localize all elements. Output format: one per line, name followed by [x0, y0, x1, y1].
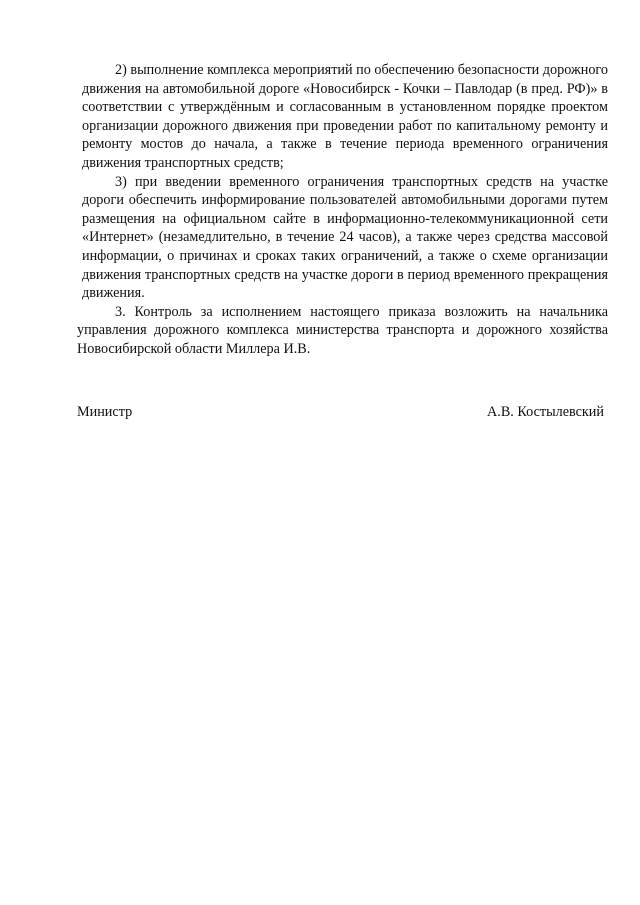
signatory-position: Министр [77, 404, 133, 420]
document-body [77, 61, 608, 359]
paragraph-item-2: 2) выполнение комплекса мероприятий по обеспечению безопасности дорожного движения на автомобильной дороге «Новосибирск - Кочки – Павлодар (в пред. РФ)» в соответствии с утверждённым и согласованным в установленном порядке проектом организации дорожного движения при проведении работ по капитальному ремонту и ремонту мостов до начала, а также в течение периода временного ограничения движения транспортных средств; [82, 62, 608, 171]
signatory-name: А.В. Костылевский [487, 404, 604, 420]
paragraph-control-clause: 3. Контроль за исполнением настоящего приказа возложить на начальника управления дорожного комплекса министерства транспорта и дорожного хозяйства Новосибирской области Миллера И.В. [77, 303, 608, 357]
signature-block [77, 403, 604, 422]
paragraph-item-3: 3) при введении временного ограничения транспортных средств на участке дороги обеспечить информирование пользователей автомобильными дорогами путем размещения на официальном сайте в информационно-телекоммуникационной сети «Интернет» (незамедлительно, в течение 24 часов), а также через средства массовой информации, о причинах и сроках таких ограничений, а также о схеме организации движения транспортных средств на участке дороги в период временного прекращения движения. [82, 173, 608, 302]
